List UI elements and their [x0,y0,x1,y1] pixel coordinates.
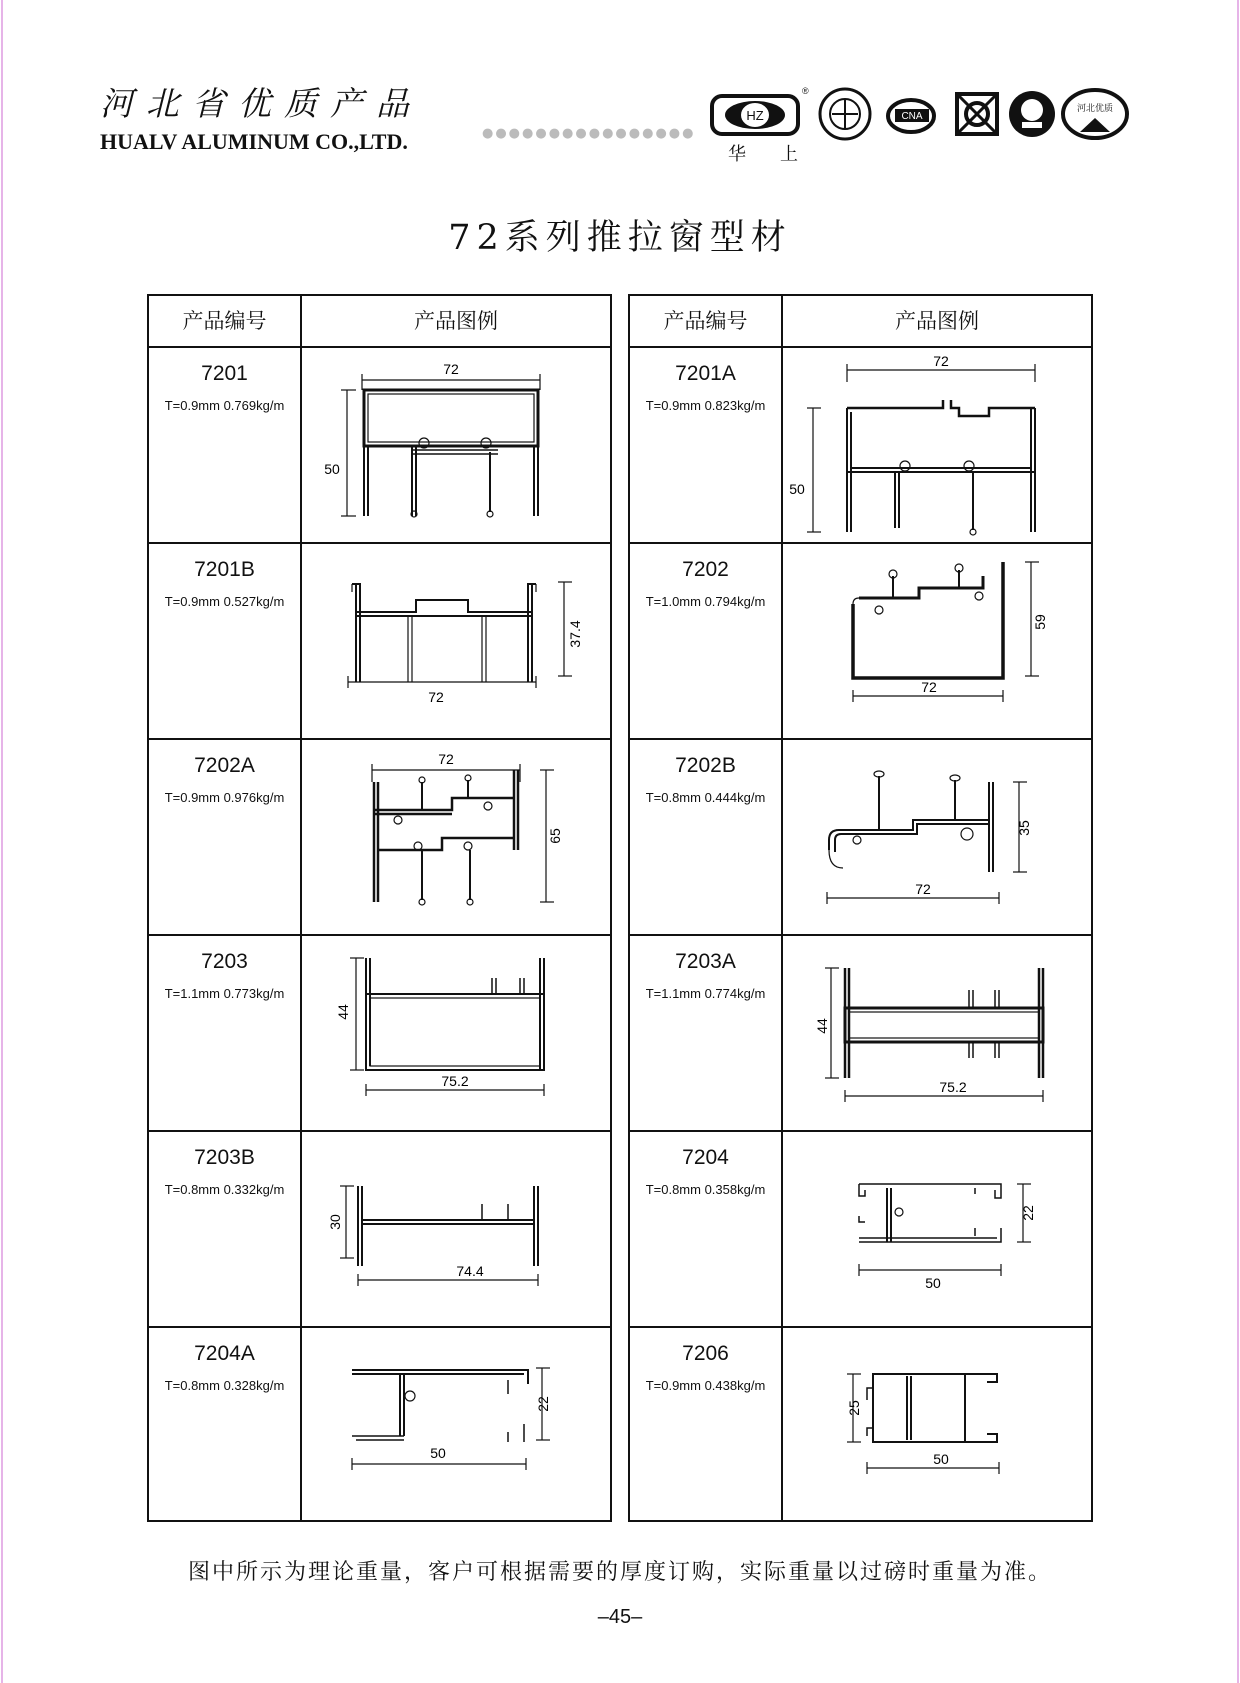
header-code: 产品编号 [663,309,748,333]
dimension-label: 50 [789,481,805,497]
brand-name-cn: 华上 [728,144,832,165]
product-code: 7202B [675,754,736,777]
seal-text: 河北优质 [1076,103,1114,113]
dimension-label: 37.4 [567,620,583,648]
dimension-label: 22 [535,1396,551,1412]
dimension-label: 75.2 [939,1079,967,1095]
dimension-label: 59 [1032,614,1048,630]
page-title: 72系列推拉窗型材 [448,218,792,258]
provincial-quality-seal-icon [1063,90,1127,138]
dimension-label: 35 [1016,820,1032,836]
table-row [149,348,610,544]
footer-note: 图中所示为理论重量，客户可根据需要的厚度订购，实际重量以过磅时重量为准。 [187,1560,1052,1585]
header-company-en: HUALV ALUMINUM CO.,LTD. [100,129,408,154]
table-row [630,1328,1091,1524]
profile-figure-7201A [783,348,1091,542]
product-code: 7203B [194,1146,255,1169]
profile-figure-7201 [302,348,610,542]
product-code: 7204 [682,1146,729,1169]
product-code: 7203A [675,950,736,973]
header-code: 产品编号 [182,309,267,333]
dimension-label: 30 [327,1214,343,1230]
brand-logo-icon [712,86,809,134]
product-spec: T=0.8mm 0.328kg/m [164,1378,285,1393]
table-header-row [149,296,610,348]
product-code: 7201A [675,362,736,385]
table-row [149,1328,610,1524]
dimension-label: 72 [921,679,937,695]
product-code: 7202A [194,754,255,777]
product-code: 7206 [682,1342,729,1365]
dimension-label: 44 [335,1004,351,1020]
product-spec: T=0.8mm 0.358kg/m [645,1182,766,1197]
profile-figure-7201B [302,544,610,738]
profile-figure-7202A [302,740,610,934]
product-spec: T=0.9mm 0.769kg/m [164,398,285,413]
dimension-label: 50 [324,461,340,477]
dimension-label: 75.2 [441,1073,469,1089]
dimension-label: 74.4 [456,1263,484,1279]
dimension-label: 25 [846,1400,862,1416]
dimension-label: 72 [438,751,454,767]
profile-figure-7203B [302,1132,610,1326]
product-code: 7201 [201,362,248,385]
dimension-label: 72 [915,881,931,897]
svg-text:CNA: CNA [901,111,923,122]
product-code: 7201B [194,558,255,581]
product-code: 7203 [201,950,248,973]
table-row [630,1132,1091,1328]
product-code: 7204A [194,1342,255,1365]
svg-text:HZ: HZ [746,108,764,123]
product-spec: T=0.9mm 0.823kg/m [645,398,766,413]
profile-figure-7204 [783,1132,1091,1326]
product-code: 7202 [682,558,729,581]
table-row [149,740,610,936]
dimension-label: 22 [1020,1205,1036,1221]
national-emblem-icon [1009,91,1055,137]
svg-text:®: ® [802,86,809,96]
dimension-label: 72 [443,361,459,377]
product-spec: T=0.9mm 0.976kg/m [164,790,285,805]
profile-figure-7202B [783,740,1091,934]
dimension-label: 72 [428,689,444,705]
table-row [149,1132,610,1328]
header [100,78,422,155]
globe-seal-icon [820,89,870,139]
cna-badge-icon [888,100,934,132]
dimension-label: 65 [547,828,563,844]
table-row [149,936,610,1132]
profile-figure-7206 [783,1328,1091,1522]
table-row [630,740,1091,936]
profile-figure-7204A [302,1328,610,1522]
header-title-cn: 河北省优质产品 [100,84,422,123]
product-spec: T=1.1mm 0.774kg/m [645,986,766,1001]
header-figure: 产品图例 [895,309,979,333]
product-spec: T=0.9mm 0.438kg/m [645,1378,766,1393]
dimension-label: 72 [933,353,949,369]
table-row [630,936,1091,1132]
dimension-label: 50 [925,1275,941,1291]
table-row [149,544,610,740]
table-row [630,348,1091,544]
product-table-left [147,294,612,1522]
profile-figure-7203 [302,936,610,1130]
profile-figure-7202 [783,544,1091,738]
page-number: –45– [597,1606,643,1628]
product-spec: T=1.0mm 0.794kg/m [645,594,766,609]
table-row [630,544,1091,740]
product-spec: T=0.8mm 0.332kg/m [164,1182,285,1197]
dimension-label: 44 [814,1018,830,1034]
product-spec: T=0.9mm 0.527kg/m [164,594,285,609]
product-spec: T=1.1mm 0.773kg/m [164,986,285,1001]
header-dots: ●●●●●●●●●●●●●●●● [482,126,696,141]
header-figure: 产品图例 [414,309,498,333]
dimension-label: 50 [933,1451,949,1467]
product-table-right [628,294,1093,1522]
profile-figure-7203A [783,936,1091,1130]
product-spec: T=0.8mm 0.444kg/m [645,790,766,805]
dimension-label: 50 [430,1445,446,1461]
table-header-row [630,296,1091,348]
quality-mark-icon [957,94,997,134]
